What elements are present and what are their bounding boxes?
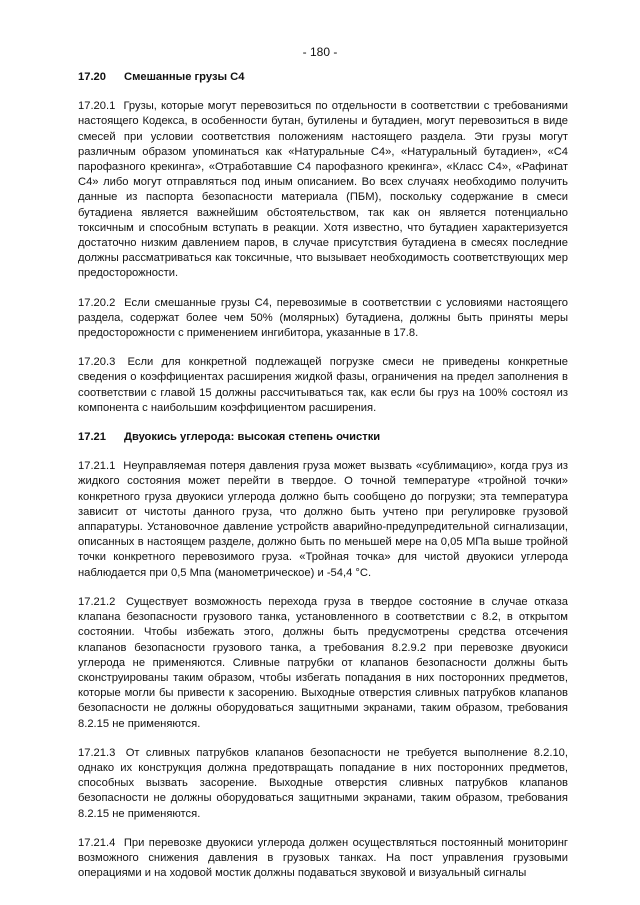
page-number: - 180 - <box>302 45 338 59</box>
paragraph <box>78 595 568 732</box>
paragraph-text: Если для конкретной подлежащей погрузке смеси не приведены конкретные сведения о коэффициентах расширения жидкой фазы, ограничения на предел заполнения в соответствии с главой 15 должны рассчитываться так, как если бы груз на 100% состоял из компонента с наибольшим коэффициентом расширения. <box>78 356 568 414</box>
paragraph <box>78 355 568 416</box>
section-title: Смешанные грузы С4 <box>124 71 245 83</box>
section-heading <box>78 70 568 85</box>
section-heading <box>78 430 568 445</box>
section-number: 17.20 <box>78 71 106 83</box>
paragraph-number: 17.20.3 <box>78 356 116 369</box>
paragraph <box>78 836 568 882</box>
paragraph-text: Существует возможность перехода груза в твердое состояние в случае отказа клапана безопасности грузового танка, установленного в соответствии с 8.2, в открытом состоянии. Чтобы избежать этого, должны быть предусмотрены средства отсечения клапанов безопасности грузового танка, а требования 8.2.9.2 при перевозке двуокиси углерода не применяются. Сливные патрубки от клапанов безопасности должны быть сконструированы таким образом, чтобы избегать попадания в них посторонних предметов, которые могли бы привести к засорению. Выходные отверстия сливных патрубков клапанов безопасности не должны оборудоваться защитными экранами, таким образом, требования 8.2.15 не применяются. <box>78 595 568 730</box>
section-title: Двуокись углерода: высокая степень очистки <box>124 431 381 444</box>
paragraph-number: 17.21.2 <box>78 595 116 608</box>
paragraph <box>78 296 568 342</box>
paragraph-text: От сливных патрубков клапанов безопасности не требуется выполнение 8.2.10, однако их конструкция должна предотвращать попадание в них посторонних предметов, способных вызвать засорение. Выходные отверстия сливных патрубков клапанов безопасности не должны оборудоваться защитными экранами, таким образом, требования 8.2.15 не применяются. <box>78 746 569 820</box>
paragraph-number: 17.21.1 <box>78 460 116 473</box>
paragraph <box>78 746 568 822</box>
paragraph-text: Если смешанные грузы С4, перевозимые в соответствии с условиями настоящего раздела, содержат более чем 50% (молярных) бутадиена, должны быть приняты меры предосторожности с применением ингибитора, указанные в 17.8. <box>78 296 569 340</box>
paragraph-text: Грузы, которые могут перевозиться по отдельности в соответствии с требованиями настоящего Кодекса, в особенности бутан, бутилены и бутадиен, могут перевозиться в виде смесей при условии соответствия положениям настоящего раздела. Эти грузы могут различным образом упоминаться как «Натуральные С4», «Натуральный бутадиен», «С4 парофазного крекинга», «Отработавшие С4 парофазного крекинга», «Класс С4», «Рафинат С4» либо могут отправляться под иным описанием. Во всех случаях необходимо получить данные из паспорта безопасности материала (ПБМ), поскольку содержание в смеси бутадиена является важнейшим обстоятельством, так как он является потенциально токсичным и способным вступать в реакции. Хотя известно, что бутадиен характеризуется достаточно низким давлением паров, в случае присутствия бутадиена в смесях последние должны рассматриваться как токсичные, что вызывает необходимость соответствующих мер предосторожности. <box>78 100 568 280</box>
section-number: 17.21 <box>78 431 106 444</box>
paragraph-number: 17.21.4 <box>78 836 116 849</box>
paragraph-number: 17.20.2 <box>78 296 116 309</box>
paragraph-number: 17.20.1 <box>78 100 116 113</box>
paragraph-text: При перевозке двуокиси углерода должен осуществляться постоянный мониторинг возможного снижения давления в грузовых танках. На пост управления грузовыми операциями и на ходовой мостик должны подаваться звуковой и визуальный сигналы <box>78 836 569 880</box>
document-body <box>78 70 568 895</box>
paragraph <box>78 459 568 581</box>
paragraph-text: Неуправляемая потеря давления груза может вызвать «сублимацию», когда груз из жидкого состояния может перейти в твердое. О точной температуре «тройной точки» конкретного груза двуокиси углерода должно быть сообщено до погрузки; эта температура зависит от чистоты данного груза, что должно быть учтено при регулировке грузовой аппаратуры. Установочное давление устройств аварийно-предупредительной сигнализации, описанных в настоящем разделе, должно быть по меньшей мере на 0,05 МПа выше тройной точки конкретного перевозимого груза. «Тройная точка» для чистой двуокиси углерода наблюдается при 0,5 Мпа (манометрическое) и -54,4 °С. <box>78 460 569 579</box>
paragraph <box>78 99 568 281</box>
paragraph-number: 17.21.3 <box>78 746 116 759</box>
